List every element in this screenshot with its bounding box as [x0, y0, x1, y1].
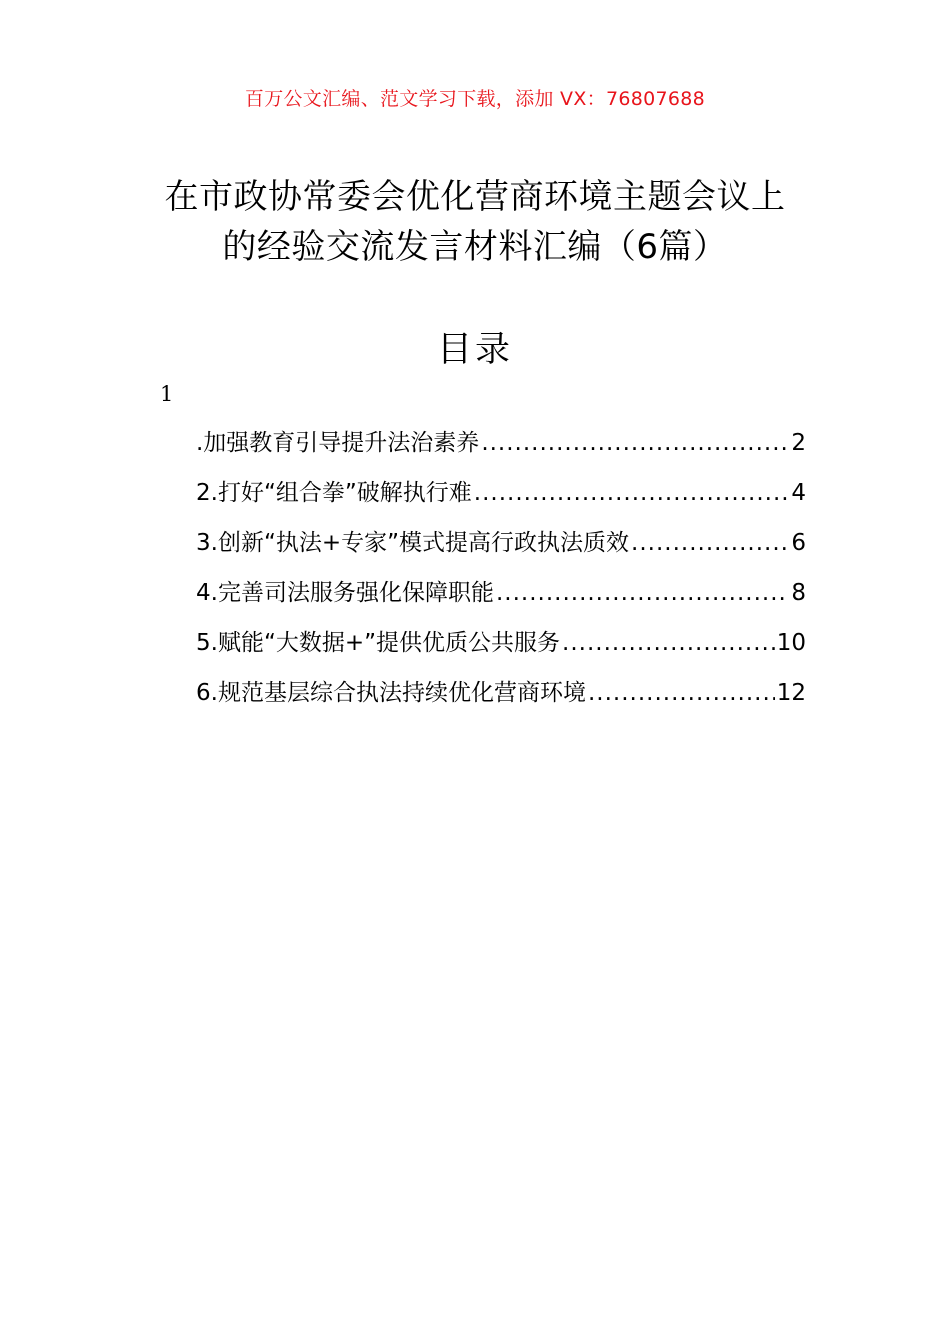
- toc-leader-dots: [631, 530, 789, 556]
- toc-leader-dots: [588, 680, 775, 706]
- toc-leader-dots: [496, 580, 789, 606]
- toc-entry-title: .加强教育引导提升法治素养: [196, 430, 480, 456]
- toc-stray-number: 1: [160, 382, 174, 406]
- toc-leader-dots: [562, 630, 775, 656]
- toc-entry-page: 12: [776, 680, 806, 706]
- toc-entry[interactable]: [196, 624, 806, 674]
- toc-leader-dots: [481, 430, 789, 456]
- toc-entry[interactable]: [196, 524, 806, 574]
- toc-leader-dots: [474, 480, 790, 506]
- toc-entry-page: 10: [776, 630, 806, 656]
- toc-entry-title: 3.创新“执法+专家”模式提高行政执法质效: [196, 530, 630, 556]
- toc-list: [196, 424, 806, 724]
- toc-entry-page: 2: [791, 430, 806, 456]
- toc-entry[interactable]: [196, 424, 806, 474]
- toc-entry-page: 4: [791, 480, 806, 506]
- toc-heading: 目录: [436, 330, 513, 370]
- toc-entry[interactable]: [196, 474, 806, 524]
- toc-entry-title: 6.规范基层综合执法持续优化营商环境: [196, 680, 586, 706]
- toc-entry-title: 2.打好“组合拳”破解执行难: [196, 480, 472, 506]
- toc-entry-page: 8: [791, 580, 806, 606]
- toc-entry-page: 6: [791, 530, 806, 556]
- promo-header-note: 百万公文汇编、范文学习下载，添加 VX：76807688: [244, 88, 706, 110]
- toc-entry[interactable]: [196, 574, 806, 624]
- toc-entry-title: 5.赋能“大数据+”提供优质公共服务: [196, 630, 561, 656]
- document-title: 在市政协常委会优化营商环境主题会议上的经验交流发言材料汇编（6篇）: [164, 177, 786, 267]
- toc-entry[interactable]: [196, 674, 806, 724]
- toc-entry-title: 4.完善司法服务强化保障职能: [196, 580, 494, 606]
